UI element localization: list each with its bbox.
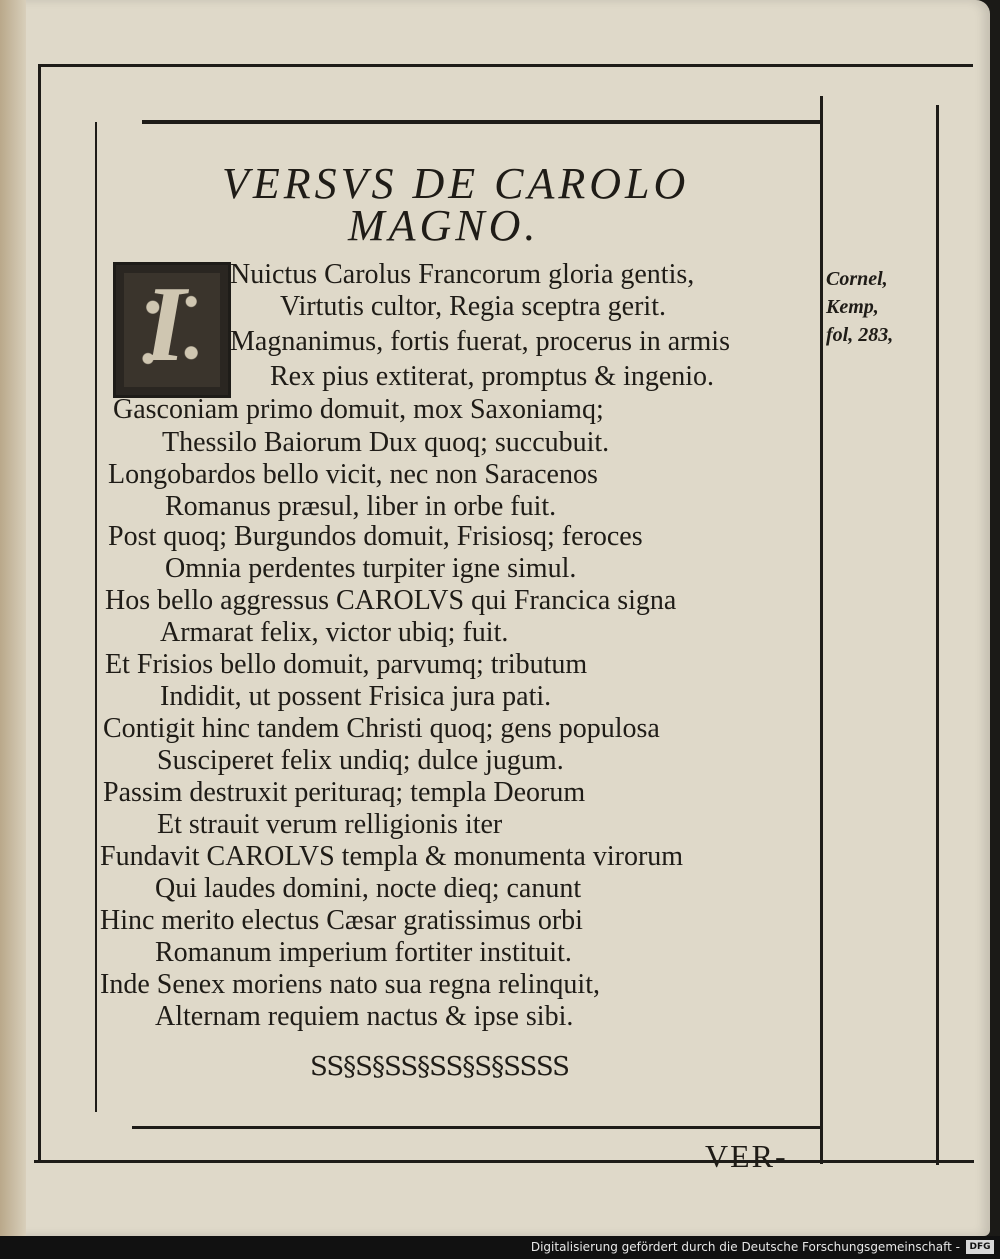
poem-line: Thessilo Baiorum Dux quoq; succubuit. (162, 427, 610, 458)
frame-rule-bottom-inner (132, 1126, 822, 1129)
page-title-line-1: VERSVS DE CAROLO (222, 159, 690, 208)
poem-line: Armarat felix, victor ubiq; fuit. (160, 617, 509, 648)
margin-note-line: Cornel, (826, 268, 888, 290)
footer-bar (0, 1236, 1000, 1259)
decorated-initial (113, 262, 231, 398)
poem-line: Qui laudes domini, nocte dieq; canunt (155, 873, 582, 904)
poem-line: Fundavit CAROLVS templa & monumenta virorum (100, 841, 684, 872)
poem-line: Alternam requiem nactus & ipse sibi. (155, 1001, 574, 1032)
poem-line: Rex pius extiterat, promptus & ingenio. (270, 361, 715, 392)
footer-credit: Digitalisierung gefördert durch die Deutsche Forschungsgemeinschaft - (530, 1240, 960, 1254)
poem-line: Longobardos bello vicit, nec non Saracenos (108, 459, 598, 490)
ornament-divider: SS§S§SS§SS§S§SSSS (310, 1052, 569, 1082)
poem-line: Passim destruxit perituraq; templa Deorum (103, 777, 586, 808)
poem-line: Et Frisios bello domuit, parvumq; tributum (105, 649, 588, 680)
margin-note-line: fol, 283, (826, 324, 894, 346)
poem-line: Post quoq; Burgundos domuit, Frisiosq; feroces (108, 521, 643, 552)
frame-rule-left-inner (95, 122, 97, 1112)
poem-line: Magnanimus, fortis fuerat, procerus in armis (230, 326, 730, 357)
page-gutter (0, 0, 26, 1236)
poem-line: Inde Senex moriens nato sua regna relinquit, (100, 969, 600, 1000)
page-title-line-2: MAGNO. (348, 201, 540, 250)
catchword: VER- (705, 1138, 788, 1174)
frame-rule-right-inner (820, 96, 823, 1164)
dfg-logo-icon: DFG (966, 1240, 994, 1254)
poem-line: Susciperet felix undiq; dulce jugum. (157, 745, 564, 776)
initial-letter: I (144, 265, 187, 384)
margin-note-line: Kemp, (826, 296, 879, 318)
poem-line: Romanum imperium fortiter instituit. (155, 937, 572, 968)
frame-rule-left-outer (38, 66, 41, 1161)
poem-line: Indidit, ut possent Frisica jura pati. (160, 681, 552, 712)
frame-rule-top-outer (38, 64, 973, 67)
poem-line: Hos bello aggressus CAROLVS qui Francica signa (105, 585, 677, 616)
poem-line: Omnia perdentes turpiter igne simul. (165, 553, 577, 584)
poem-line: Virtutis cultor, Regia sceptra gerit. (280, 291, 666, 322)
frame-rule-top-inner (142, 120, 822, 124)
poem-line: Contigit hinc tandem Christi quoq; gens populosa (103, 713, 660, 744)
poem-line: Nuictus Carolus Francorum gloria gentis, (230, 259, 695, 290)
frame-rule-bottom-outer (34, 1160, 974, 1163)
poem-line: Gasconiam primo domuit, mox Saxoniamq; (113, 394, 604, 425)
poem-line: Hinc merito electus Cæsar gratissimus orbi (100, 905, 583, 936)
poem-line: Et strauit verum relligionis iter (157, 809, 503, 840)
poem-line: Romanus præsul, liber in orbe fuit. (165, 491, 557, 522)
frame-rule-right-outer (936, 105, 939, 1165)
